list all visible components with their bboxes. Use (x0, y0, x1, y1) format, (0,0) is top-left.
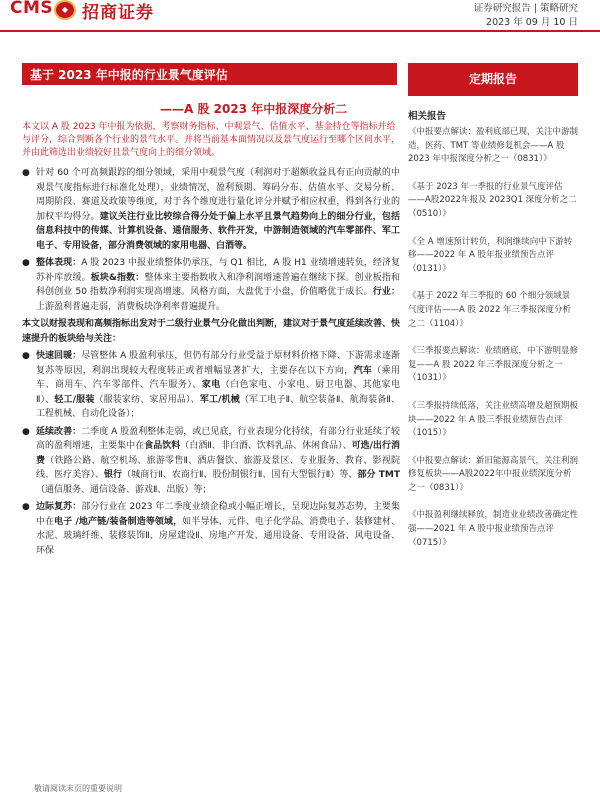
cms-logo (10, 0, 210, 22)
bullet-text: （乘用车、商用车、汽车零部件、汽车服务）、 (36, 365, 400, 390)
bullet-text: （通信服务、通信设备、游戏Ⅱ、出版）等； (36, 484, 212, 495)
bullet-text: 尽管整体 A 股盈利承压，但仍有部分行业受益于原材料价格下降、下游需求逐渐复苏等原因，利润出现较大程度转正或者增幅显著扩大，主要存在以下方向， (36, 351, 400, 376)
footer-disclaimer: 敬请阅读末页的重要说明 (34, 784, 122, 793)
focus-statement: 本文以财报表现和高频指标出发对于二级行业景气分化做出判断，建议对于景气度延续改善、快速提升的板块给与关注： (22, 319, 401, 344)
related-report-link[interactable]: 《三季报要点解读：业绩磨底，中下游明显修复——A 股 2022 年三季报深度分析之一（1031）》 (408, 346, 579, 384)
related-reports-sidebar (408, 108, 578, 564)
report-body (22, 166, 400, 561)
bullet-lead: 银行 (103, 470, 123, 480)
related-report-link[interactable]: 《基于 2023 年一季报的行业景气度评估——A股2022年报及 2023Q1 深度分析之二（0510）》 (408, 181, 577, 219)
bullet-text: 针对 60 个可高频跟踪的细分领域，采用中观景气度（利润对于超额收益具有正向贡献的中观景气度指标进行标准化处理），业绩情况，盈利预期、筹码分布、估值水平、交易分析、周期阶段、赛道及政策等维度，对于各个维度进行量化评分并赋予相应权重，得到各行业的加权平均得分。 (36, 168, 400, 222)
bullet-text: （军工电子Ⅱ、航空装备Ⅱ、航海装备Ⅱ、工程机械、自动化设备）； (36, 394, 400, 419)
report-type-label: 证券研究报告 | 策略研究 (473, 3, 578, 14)
report-date: 2023 年 09 月 10 日 (486, 17, 578, 28)
bullet-text: A 股 2023 中报业绩整体仍承压，与 Q1 相比，A 股 H1 业绩增速转负，经济复苏补库放缓。 (36, 258, 400, 283)
related-report-link[interactable]: 《全 A 增速预计转负，利润继续向中下游转移——2022 年 A 股年报业绩预告点评（0131）》 (408, 236, 573, 274)
bullet-text: 二季度 A 股盈利整体走弱，或已见底，行业表现分化持续，有部分行业延续了较高的盈利增速，主要集中在 (36, 426, 400, 451)
bullet-text: （白酒Ⅱ、非白酒、饮料乳品、休闲食品）、 (180, 441, 352, 451)
intro-text: 本文以 A 股 2023 年中报为依据，考察财务指标、中观景气、估值水平、基金持仓等指标并给与评分，综合判断各个行业的景气水平。并将当前基本面情况以及景气度运行至哪个区间水平，并由此筛选出业绩较好且景气度向上的细分领域。 (22, 122, 401, 158)
bullet-lead: 部分 TMT (357, 470, 400, 480)
bullet-lead: 行业： (372, 287, 400, 297)
subtitle: ——A 股 2023 年中报深度分析二 (160, 102, 348, 116)
bullet-highlight: 建议关注行业比较综合得分处于偏上水平且景气趋势向上的细分行业，包括信息科技中的传媒、计算机设备、通信服务、软件开发，中游制造领域的汽车零部件、军工电子、专用设备，部分消费领域的家用电器、白酒等。 (36, 211, 400, 251)
bullet-dot-icon: ● (22, 502, 30, 512)
bullet-overall (22, 256, 400, 314)
logo-cn-text: 招商证券 (82, 3, 154, 23)
bullet-dot-icon: ● (22, 258, 30, 268)
logo-en-text: CMS (10, 0, 54, 18)
bullet-marginal-recovery (22, 500, 400, 558)
bullet-text: 部分行业在 2023 年二季度业绩企稳或小幅正增长，呈现边际复苏态势，主要集中在 (36, 502, 400, 527)
bullet-text: 上游盈利普遍走弱，消费板块净利率普遍提升。 (36, 301, 226, 312)
bullet-methodology (22, 166, 400, 253)
bullet-dot-icon: ● (22, 351, 30, 361)
header-divider (0, 30, 600, 32)
bullet-dot-icon: ● (22, 426, 30, 437)
bullet-text: （城商行Ⅱ、农商行Ⅱ、股份制银行Ⅱ、国有大型银行Ⅱ）等、 (122, 470, 358, 480)
related-report-link[interactable]: 《中报要点解读：新旧能源高景气，关注利润修复板块——A股2022年中报业绩深度分析之一（0831）》 (408, 455, 579, 493)
bullet-lead: 轻工/服装 (54, 394, 95, 405)
logo-emblem-icon: ◆ (54, 0, 76, 20)
main-title: 基于 2023 年中报的行业景气度评估 (30, 68, 228, 82)
bullet-lead: 快速回暖： (36, 351, 82, 361)
related-report-link[interactable]: 《中报要点解读：盈利底部已现，关注中游制造，医药、TMT 等业绩修复机会——A 股 2023 年中报深度分析之一（0831）》 (408, 127, 579, 165)
bullet-lead: 家电 (201, 380, 221, 390)
bullet-lead: 板块&指数： (90, 272, 145, 283)
bullet-dot-icon: ● (22, 168, 30, 178)
related-report-link[interactable]: 《三季报持续低落，关注业绩高增及超预期板块——2022 年 A 股三季报业绩预告点评（1015）》 (408, 400, 579, 439)
bullet-text: （白色家电、小家电、厨卫电器、其他家电Ⅱ）、 (36, 380, 400, 405)
abstract-intro (22, 121, 402, 160)
page-header (0, 0, 600, 30)
report-category-tag: 定期报告 (408, 63, 578, 96)
bullet-lead: 可选/出行消费 (36, 441, 400, 466)
bullet-lead: 边际复苏： (36, 502, 82, 512)
related-report-link[interactable]: 《中报盈利继续释放，制造业业绩改善确定性强——2021 年 A 股中报业绩预告点评（0715）》 (408, 510, 579, 548)
bullet-lead: 电子 /地产链/装备制造等领域， (54, 516, 183, 527)
bullet-lead: 延续改善： (36, 426, 82, 437)
bullet-text: 如半导体、元件、电子化学品、消费电子、装修建材、水泥、玻璃纤维、装修装饰Ⅱ、房屋建设Ⅱ、房地产开发、通用设备、专用设备、风电设备、环保 (36, 516, 400, 556)
bullet-continued-improvement (22, 425, 400, 498)
related-report-link[interactable]: 《基于 2022 年三季报的 60 个细分领域景气度评估——A 股 2022 年三季报深度分析之二（1104）》 (408, 291, 572, 329)
bullet-text: 整体来主要指数收入和净利润增速普遍在继续下探。创业板指和科创创业 50 指数净利润实现高增速。风格方面，大盘优于小盘，价值略优于成长。 (36, 272, 400, 297)
bullet-lead: 军工/机械 (199, 394, 240, 405)
bullet-lead: 汽车 (353, 365, 373, 376)
bullet-lead: 整体表现： (36, 258, 82, 268)
bullet-text: （铁路公路、航空机场、旅游零售Ⅱ、酒店餐饮、旅游及景区、专业服务、教育、影视院线、医疗美容）、 (36, 455, 400, 480)
related-reports-heading: 相关报告 (408, 111, 447, 122)
bullet-rapid-recovery (22, 349, 400, 422)
bullet-lead: 食品饮料 (144, 441, 181, 451)
bullet-text: （服装家纺、家居用品）、 (94, 394, 200, 405)
